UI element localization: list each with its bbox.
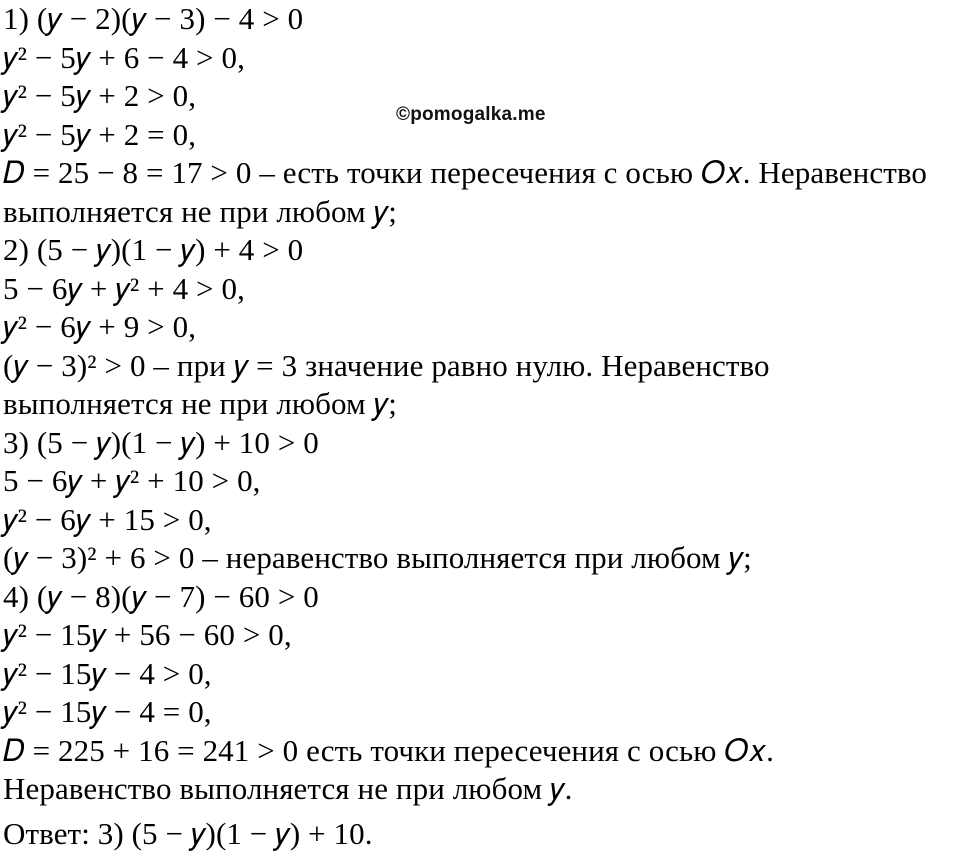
solution-line-2: 𝑦² − 5𝑦 + 6 − 4 > 0, (3, 39, 245, 75)
solution-line-5: 𝐷 = 25 − 8 = 17 > 0 – есть точки пересечения с осью 𝑂𝑥. Неравенство (3, 155, 927, 190)
solution-line-10: (𝑦 − 3)² > 0 – при 𝑦 = 3 значение равно нулю. Неравенство (3, 347, 770, 383)
solution-document (3, 0, 958, 853)
solution-line-7: 2) (5 − 𝑦)(1 − 𝑦) + 4 > 0 (3, 232, 304, 267)
solution-line-17: 𝑦² − 15𝑦 + 56 − 60 > 0, (3, 617, 292, 652)
solution-line-13: 5 − 6𝑦 + 𝑦² + 10 > 0, (3, 463, 261, 498)
solution-line-21: Неравенство выполняется не при любом 𝑦. (3, 771, 573, 806)
solution-line-1: 1) (𝑦 − 2)(𝑦 − 3) − 4 > 0 (3, 1, 304, 36)
solution-line-12: 3) (5 − 𝑦)(1 − 𝑦) + 10 > 0 (3, 424, 319, 460)
solution-line-18: 𝑦² − 15𝑦 − 4 > 0, (3, 655, 212, 691)
solution-line-6: выполняется не при любом 𝑦; (3, 193, 397, 229)
solution-line-8: 5 − 6𝑦 + 𝑦² + 4 > 0, (3, 270, 245, 306)
solution-line-14: 𝑦² − 6𝑦 + 15 > 0, (3, 501, 212, 537)
solution-line-16: 4) (𝑦 − 8)(𝑦 − 7) − 60 > 0 (3, 578, 319, 614)
solution-line-3: 𝑦² − 5𝑦 + 2 > 0, (3, 78, 197, 113)
watermark-text: ©pomogalka.me (396, 104, 546, 125)
solution-line-4: 𝑦² − 5𝑦 + 2 = 0, (3, 116, 197, 152)
solution-line-9: 𝑦² − 6𝑦 + 9 > 0, (3, 309, 197, 344)
solution-line-19: 𝑦² − 15𝑦 − 4 = 0, (3, 694, 212, 729)
answer-line: Ответ: 3) (5 − 𝑦)(1 − 𝑦) + 10. (3, 815, 373, 851)
solution-line-15: (𝑦 − 3)² + 6 > 0 – неравенство выполняется при любом 𝑦; (3, 540, 752, 575)
solution-line-11: выполняется не при любом 𝑦; (3, 386, 397, 421)
solution-line-20: 𝐷 = 225 + 16 = 241 > 0 есть точки пересечения с осью 𝑂𝑥. (3, 732, 774, 768)
